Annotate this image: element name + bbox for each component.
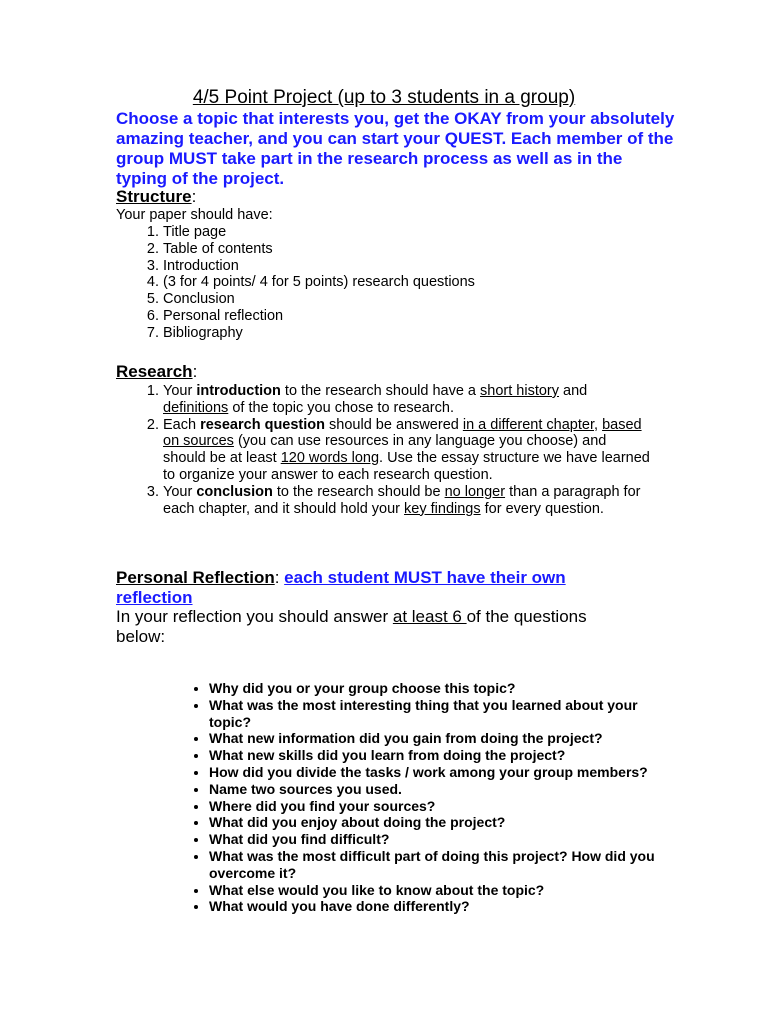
research-heading bbox=[116, 362, 197, 382]
list-item: 6. Personal reflection bbox=[163, 308, 653, 325]
list-item: 7. Bibliography bbox=[163, 325, 653, 342]
page-title: 4/5 Point Project (up to 3 students in a group) bbox=[192, 87, 576, 108]
research-item-introduction: 1. Your introduction to the research should have a short history and definitions of the topic you chose to research. bbox=[163, 383, 653, 417]
reflection-heading bbox=[116, 568, 636, 607]
structure-heading-colon: : bbox=[191, 187, 197, 206]
list-item: • Where did you find your sources? bbox=[209, 798, 679, 815]
list-item: • What did you enjoy about doing the project? bbox=[209, 814, 679, 831]
list-item: • What did you find difficult? bbox=[209, 831, 679, 848]
list-item: 1. Title page bbox=[163, 224, 653, 241]
list-item: • What would you have done differently? bbox=[209, 898, 679, 915]
research-item-questions: 2. Each research question should be answered in a different chapter, based on sources (you can use resources in any language you choose) and should be at least 120 words long. Use the essay structure we have learned to organize your answer to each research question. bbox=[163, 417, 653, 484]
list-item: • What was the most interesting thing that you learned about your topic? bbox=[209, 697, 679, 731]
structure-list bbox=[116, 224, 653, 342]
list-item: • Name two sources you used. bbox=[209, 781, 679, 798]
reflection-heading-colon: : bbox=[274, 568, 285, 587]
list-item: • What new information did you gain from doing the project? bbox=[209, 730, 679, 747]
list-item: • Why did you or your group choose this topic? bbox=[209, 680, 679, 697]
list-item: 4. (3 for 4 points/ 4 for 5 points) research questions bbox=[163, 274, 653, 291]
structure-heading bbox=[116, 187, 196, 207]
list-item: 3. Introduction bbox=[163, 258, 653, 275]
list-item: • What else would you like to know about the topic? bbox=[209, 882, 679, 899]
list-item: • What new skills did you learn from doing the project? bbox=[209, 747, 679, 764]
list-item: • What was the most difficult part of doing this project? How did you overcome it? bbox=[209, 848, 679, 882]
research-item-conclusion: 3. Your conclusion to the research should be no longer than a paragraph for each chapter, and it should hold your key findings for every question. bbox=[163, 484, 653, 518]
structure-lead: Your paper should have: bbox=[116, 207, 273, 223]
list-item: 2. Table of contents bbox=[163, 241, 653, 258]
research-heading-label: Research bbox=[116, 362, 193, 381]
reflection-instructions: In your reflection you should answer at least 6 of the questions below: bbox=[116, 607, 587, 646]
structure-heading-label: Structure bbox=[116, 187, 192, 206]
research-heading-colon: : bbox=[192, 362, 198, 381]
research-list bbox=[116, 383, 653, 517]
intro-paragraph: Choose a topic that interests you, get the OKAY from your absolutely amazing teacher, and you can start your QUEST. Each member of the group MUST take part in the research process as well as in the typing of the project. bbox=[116, 109, 675, 188]
reflection-heading-label: Personal Reflection bbox=[116, 568, 275, 587]
reflection-requirement: each student MUST have their own reflection bbox=[116, 568, 566, 607]
reflection-questions-list bbox=[185, 680, 679, 915]
list-item: 5. Conclusion bbox=[163, 291, 653, 308]
list-item: • How did you divide the tasks / work among your group members? bbox=[209, 764, 679, 781]
